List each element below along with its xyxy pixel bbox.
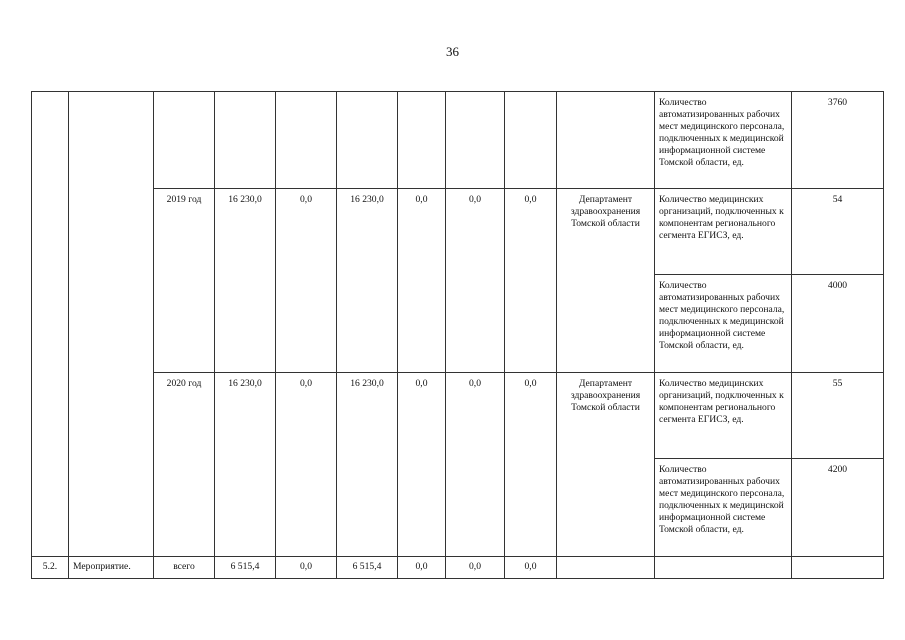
indicator-text: Количество медицинских организаций, подключенных к компонентам регионального сегмента ЕГИСЗ, ед. (655, 373, 792, 459)
year-label: 2020 год (154, 373, 215, 557)
responsible-executor (557, 557, 655, 579)
tfoms-value: 0,0 (446, 189, 505, 373)
cell-c5 (505, 92, 557, 189)
responsible-executor: Департамент здравоохранения Томской области (557, 189, 655, 373)
indicator-value (792, 557, 884, 579)
total-value: 16 230,0 (215, 189, 276, 373)
extrabudget-value: 0,0 (505, 189, 557, 373)
cell-responsible (557, 92, 655, 189)
federal-value: 0,0 (276, 189, 337, 373)
federal-value: 0,0 (276, 557, 337, 579)
local-value: 0,0 (398, 189, 446, 373)
total-value: 16 230,0 (215, 373, 276, 557)
cell-c1 (276, 92, 337, 189)
table-row (32, 373, 884, 459)
tfoms-value: 0,0 (446, 557, 505, 579)
regional-value: 16 230,0 (337, 373, 398, 557)
indicator-value: 4200 (792, 459, 884, 557)
extrabudget-value: 0,0 (505, 373, 557, 557)
indicator-text: Количество автоматизированных рабочих мест медицинского персонала, подключенных к медицинской информационной системе Томской области, ед. (655, 275, 792, 373)
regional-value: 6 515,4 (337, 557, 398, 579)
year-label: всего (154, 557, 215, 579)
indicator-value: 54 (792, 189, 884, 275)
table-row (32, 92, 884, 189)
activity-name: Мероприятие. (69, 557, 154, 579)
indicator-value: 4000 (792, 275, 884, 373)
row-number: 5.2. (32, 557, 69, 579)
indicator-text (655, 557, 792, 579)
cell-c2 (337, 92, 398, 189)
cell-year (154, 92, 215, 189)
page-number: 36 (446, 44, 459, 59)
table-row (32, 557, 884, 579)
tfoms-value: 0,0 (446, 373, 505, 557)
extrabudget-value: 0,0 (505, 557, 557, 579)
cell-number (32, 92, 69, 557)
responsible-executor: Департамент здравоохранения Томской области (557, 373, 655, 557)
indicator-value: 3760 (792, 92, 884, 189)
local-value: 0,0 (398, 373, 446, 557)
cell-c3 (398, 92, 446, 189)
cell-total (215, 92, 276, 189)
program-table (31, 91, 884, 579)
cell-c4 (446, 92, 505, 189)
cell-name (69, 92, 154, 557)
indicator-text: Количество автоматизированных рабочих мест медицинского персонала, подключенных к медицинской информационной системе Томской области, ед. (655, 92, 792, 189)
federal-value: 0,0 (276, 373, 337, 557)
regional-value: 16 230,0 (337, 189, 398, 373)
indicator-text: Количество медицинских организаций, подключенных к компонентам регионального сегмента ЕГИСЗ, ед. (655, 189, 792, 275)
year-label: 2019 год (154, 189, 215, 373)
indicator-text: Количество автоматизированных рабочих мест медицинского персонала, подключенных к медицинской информационной системе Томской области, ед. (655, 459, 792, 557)
total-value: 6 515,4 (215, 557, 276, 579)
table-row (32, 189, 884, 275)
local-value: 0,0 (398, 557, 446, 579)
indicator-value: 55 (792, 373, 884, 459)
